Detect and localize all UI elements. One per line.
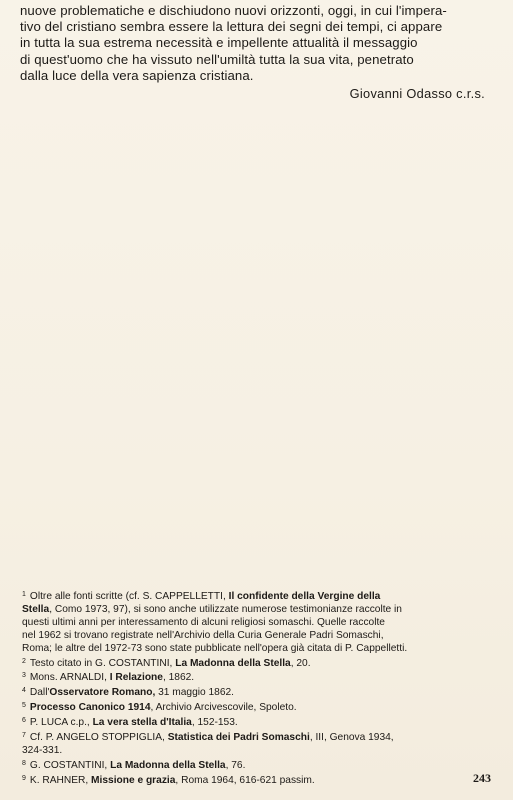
- footnote-text: , Archivio Arcivescovile, Spoleto.: [150, 702, 297, 714]
- body-line: tivo del cristiano sembra essere la lettura dei segni dei tempi, ci appare: [20, 19, 443, 35]
- footnote-title: Processo Canonico 1914: [29, 702, 151, 714]
- footnote-number: 8: [22, 759, 26, 767]
- body-paragraph: [20, 3, 490, 84]
- footnote-line: nel 1962 si trovano registrate nell'Archivio della Curia Generale Padri Somaschi,: [22, 629, 384, 641]
- footnote-text: , 20.: [290, 657, 311, 669]
- footnote-2: [22, 656, 492, 671]
- footnote-6: [22, 715, 492, 730]
- footnote-line: Roma; le altre del 1972-73 sono state pubblicate nell'opera già citata di P. Cappelletti.: [22, 642, 408, 654]
- footnote-7: [22, 730, 492, 758]
- footnote-title: La vera stella d'Italia: [92, 717, 192, 729]
- footnote-line: 324-331.: [22, 744, 63, 756]
- footnote-text: Oltre alle fonti scritte (cf. S. CAPPELLETTI,: [29, 591, 229, 602]
- page-number: 243: [473, 771, 491, 785]
- footnote-number: 3: [22, 672, 26, 680]
- footnote-text: Testo citato in G. COSTANTINI,: [29, 657, 176, 669]
- footnote-5: [22, 700, 492, 715]
- footnote-text: P. LUCA c.p.,: [29, 717, 93, 729]
- footnote-text: Dall': [29, 687, 50, 699]
- footnote-text: , Roma 1964, 616-621 passim.: [175, 774, 315, 786]
- footnote-text: , 1862.: [162, 672, 195, 684]
- body-line: dalla luce della vera sapienza cristiana.: [20, 67, 254, 83]
- body-line: in tutta la sua estrema necessità e impellente attualità il messaggio: [20, 35, 418, 51]
- footnote-4: [22, 685, 492, 700]
- footnote-title: Statistica dei Padri Somaschi: [167, 732, 310, 744]
- footnote-text: , Como 1973, 97), si sono anche utilizzate numerose testimonianze raccolte in: [49, 603, 402, 615]
- footnotes: [22, 589, 492, 788]
- footnote-text: , 76.: [225, 759, 246, 771]
- footnote-1: [22, 589, 492, 656]
- footnote-line: questi ultimi anni per interessamento di alcuni religiosi somaschi. Quelle raccolte: [22, 616, 385, 628]
- footnote-text: 31 maggio 1862.: [155, 687, 235, 699]
- footnote-text: , 152-153.: [191, 717, 238, 729]
- footnote-9: [22, 773, 492, 788]
- footnote-text: G. COSTANTINI,: [29, 759, 111, 771]
- footnote-number: 5: [22, 702, 26, 710]
- footnote-title: Missione e grazia: [91, 774, 176, 786]
- footnote-title: La Madonna della Stella: [110, 759, 226, 771]
- footnote-number: 9: [22, 774, 26, 782]
- footnote-number: 7: [22, 732, 26, 740]
- footnote-number: 2: [22, 657, 26, 665]
- footnote-title: Osservatore Romano,: [49, 687, 156, 699]
- footnote-number: 1: [22, 591, 26, 598]
- footnote-title: I Relazione: [109, 672, 163, 684]
- footnote-title: Il confidente della Vergine della: [228, 591, 381, 602]
- footnote-8: [22, 758, 492, 773]
- footnote-text: Cf. P. ANGELO STOPPIGLIA,: [29, 732, 168, 744]
- footnote-title: Stella: [22, 603, 50, 615]
- author-signature: Giovanni Odasso c.r.s.: [349, 86, 485, 101]
- footnote-number: 6: [22, 717, 26, 725]
- body-line: di quest'uomo che ha vissuto nell'umiltà tutta la sua vita, penetrato: [20, 51, 414, 67]
- footnote-3: [22, 670, 492, 685]
- footnote-text: , III, Genova 1934,: [309, 732, 394, 744]
- body-line: nuove problematiche e dischiudono nuovi orizzonti, oggi, in cui l'impera-: [20, 3, 447, 18]
- footnote-line: [22, 604, 492, 617]
- footnote-text: Mons. ARNALDI,: [29, 672, 110, 684]
- footnote-number: 4: [22, 687, 26, 695]
- footnote-title: La Madonna della Stella: [175, 657, 291, 669]
- footnote-text: K. RAHNER,: [29, 774, 92, 786]
- footnote-line: [22, 591, 380, 602]
